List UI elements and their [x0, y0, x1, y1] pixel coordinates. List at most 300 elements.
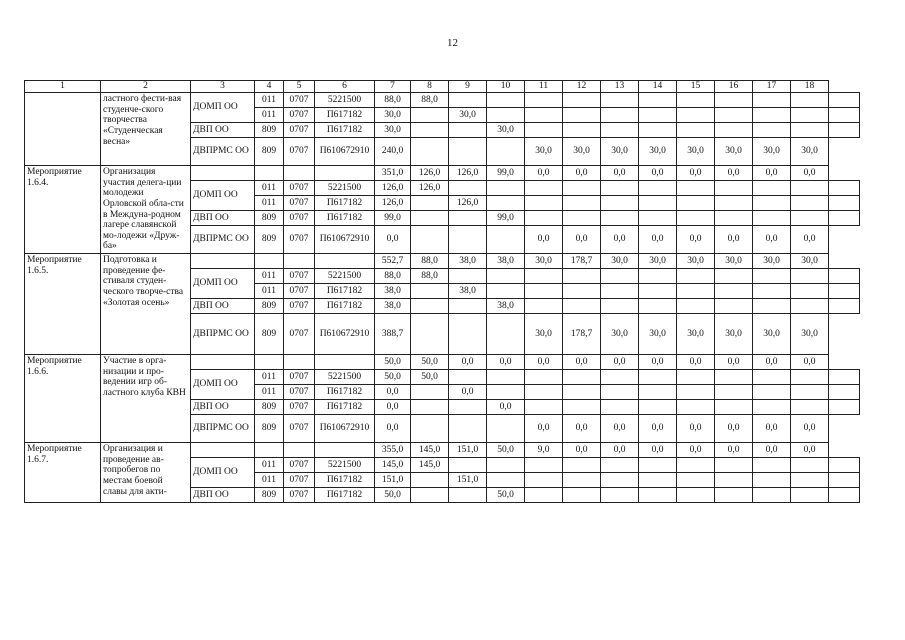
value-cell	[791, 473, 829, 488]
value-cell	[639, 473, 677, 488]
header-cell: 6	[315, 81, 375, 93]
value-cell: 50,0	[411, 370, 449, 385]
agency-cell: ДВП ОО	[191, 211, 255, 226]
value-cell: 0,0	[563, 166, 601, 181]
value-cell	[601, 269, 639, 284]
value-cell: 151,0	[449, 443, 487, 458]
value-cell: 99,0	[375, 211, 411, 226]
value-cell: 30,0	[449, 108, 487, 123]
value-cell: 0707	[284, 314, 315, 355]
value-cell	[449, 269, 487, 284]
value-cell: 30,0	[601, 254, 639, 269]
page-number: 12	[447, 37, 458, 49]
value-cell	[639, 211, 677, 226]
value-cell	[449, 370, 487, 385]
value-cell	[829, 108, 860, 123]
value-cell	[753, 299, 791, 314]
value-cell: 0,0	[677, 355, 715, 370]
value-cell: 178,7	[563, 254, 601, 269]
agency-cell: ДОМП ОО	[191, 370, 255, 400]
value-cell	[677, 108, 715, 123]
header-cell: 1	[25, 81, 101, 93]
activity-id: Мероприятие 1.6.7.	[25, 443, 101, 503]
value-cell	[639, 108, 677, 123]
value-cell: П617182	[315, 385, 375, 400]
value-cell	[411, 196, 449, 211]
value-cell	[715, 93, 753, 108]
value-cell	[601, 211, 639, 226]
value-cell	[791, 284, 829, 299]
value-cell	[601, 93, 639, 108]
value-cell: 809	[255, 299, 284, 314]
value-cell: 126,0	[375, 196, 411, 211]
value-cell: 809	[255, 400, 284, 415]
value-cell: 88,0	[411, 93, 449, 108]
value-cell	[829, 370, 860, 385]
value-cell: 30,0	[563, 138, 601, 166]
value-cell	[829, 458, 860, 473]
value-cell	[487, 284, 525, 299]
value-cell: 0707	[284, 385, 315, 400]
value-cell	[753, 123, 791, 138]
value-cell: П617182	[315, 473, 375, 488]
value-cell	[411, 284, 449, 299]
value-cell	[449, 415, 487, 443]
value-cell	[525, 458, 563, 473]
value-cell	[791, 370, 829, 385]
value-cell: 5221500	[315, 181, 375, 196]
value-cell: 0,0	[753, 355, 791, 370]
value-cell: 30,0	[791, 314, 829, 355]
value-cell	[753, 458, 791, 473]
value-cell	[449, 400, 487, 415]
value-cell: 126,0	[375, 181, 411, 196]
value-cell	[601, 473, 639, 488]
value-cell: 351,0	[375, 166, 411, 181]
value-cell: 0,0	[753, 226, 791, 254]
value-cell	[677, 473, 715, 488]
value-cell	[639, 370, 677, 385]
value-cell	[715, 196, 753, 211]
value-cell: 145,0	[375, 458, 411, 473]
value-cell	[487, 473, 525, 488]
value-cell: 0,0	[753, 166, 791, 181]
value-cell	[791, 458, 829, 473]
value-cell	[563, 269, 601, 284]
value-cell: 145,0	[411, 443, 449, 458]
value-cell	[829, 181, 860, 196]
value-cell	[563, 400, 601, 415]
value-cell: 0,0	[715, 166, 753, 181]
value-cell: 0707	[284, 181, 315, 196]
value-cell	[677, 269, 715, 284]
value-cell: 5221500	[315, 370, 375, 385]
value-cell: 38,0	[487, 254, 525, 269]
value-cell: 011	[255, 196, 284, 211]
value-cell	[315, 254, 375, 269]
agency-cell: ДВП ОО	[191, 400, 255, 415]
value-cell: 0,0	[525, 226, 563, 254]
value-cell: 0,0	[487, 400, 525, 415]
value-cell	[563, 370, 601, 385]
activity-name: Организация и проведение ав-топробегов по местам боевой славы для акти-	[101, 443, 191, 503]
value-cell	[601, 458, 639, 473]
value-cell: 552,7	[375, 254, 411, 269]
value-cell: П617182	[315, 123, 375, 138]
agency-cell: ДВПРМС ОО	[191, 138, 255, 166]
value-cell	[487, 226, 525, 254]
value-cell	[677, 123, 715, 138]
value-cell	[639, 269, 677, 284]
value-cell	[601, 284, 639, 299]
value-cell: 0,0	[487, 355, 525, 370]
agency-cell: ДВП ОО	[191, 123, 255, 138]
value-cell	[315, 443, 375, 458]
value-cell: 5221500	[315, 458, 375, 473]
agency-cell	[191, 355, 255, 370]
value-cell: 0,0	[791, 226, 829, 254]
value-cell	[601, 299, 639, 314]
value-cell: 0707	[284, 123, 315, 138]
value-cell	[753, 196, 791, 211]
value-cell	[563, 385, 601, 400]
value-cell	[829, 473, 860, 488]
value-cell: 0,0	[563, 443, 601, 458]
value-cell: 9,0	[525, 443, 563, 458]
value-cell	[449, 181, 487, 196]
value-cell	[639, 488, 677, 503]
value-cell	[829, 284, 860, 299]
value-cell	[525, 370, 563, 385]
header-cell: 7	[375, 81, 411, 93]
value-cell: 011	[255, 269, 284, 284]
value-cell	[525, 473, 563, 488]
value-cell: 0,0	[601, 415, 639, 443]
value-cell: 126,0	[411, 181, 449, 196]
agency-cell: ДОМП ОО	[191, 269, 255, 299]
value-cell	[715, 108, 753, 123]
value-cell	[753, 473, 791, 488]
header-cell: 8	[411, 81, 449, 93]
value-cell	[791, 108, 829, 123]
value-cell: 30,0	[753, 254, 791, 269]
value-cell	[525, 299, 563, 314]
value-cell	[829, 400, 860, 415]
value-cell: 0707	[284, 299, 315, 314]
value-cell	[525, 196, 563, 211]
value-cell: П617182	[315, 299, 375, 314]
value-cell: 809	[255, 226, 284, 254]
value-cell	[563, 211, 601, 226]
header-cell: 18	[791, 81, 829, 93]
activity-id: Мероприятие 1.6.6.	[25, 355, 101, 443]
value-cell	[791, 488, 829, 503]
activity-id	[25, 93, 101, 166]
value-cell: 0,0	[601, 226, 639, 254]
value-cell: 809	[255, 211, 284, 226]
value-cell	[791, 385, 829, 400]
value-cell	[525, 400, 563, 415]
header-cell: 17	[753, 81, 791, 93]
value-cell: 145,0	[411, 458, 449, 473]
activity-name: Организация участия делега-ции молодежи Орловской обла-сти в Междуна-родном лагере славянской мо-лодежи «Друж-ба»	[101, 166, 191, 254]
value-cell	[411, 415, 449, 443]
value-cell: 355,0	[375, 443, 411, 458]
value-cell	[525, 93, 563, 108]
value-cell: 126,0	[411, 166, 449, 181]
value-cell	[525, 211, 563, 226]
value-cell: 0,0	[375, 226, 411, 254]
value-cell: 011	[255, 458, 284, 473]
value-cell	[639, 196, 677, 211]
value-cell: П610672910	[315, 226, 375, 254]
header-cell: 4	[255, 81, 284, 93]
value-cell: 30,0	[715, 254, 753, 269]
value-cell: 0,0	[677, 415, 715, 443]
value-cell	[563, 93, 601, 108]
value-cell: П617182	[315, 211, 375, 226]
agency-cell: ДОМП ОО	[191, 93, 255, 123]
value-cell	[639, 400, 677, 415]
value-cell	[487, 415, 525, 443]
value-cell	[715, 284, 753, 299]
value-cell	[411, 138, 449, 166]
value-cell: П610672910	[315, 415, 375, 443]
value-cell	[677, 458, 715, 473]
value-cell: 0,0	[601, 166, 639, 181]
value-cell: 0,0	[449, 355, 487, 370]
value-cell: 0,0	[601, 443, 639, 458]
value-cell	[601, 108, 639, 123]
value-cell	[639, 181, 677, 196]
value-cell	[525, 284, 563, 299]
value-cell: 0,0	[563, 355, 601, 370]
value-cell: 30,0	[525, 254, 563, 269]
header-cell: 11	[525, 81, 563, 93]
value-cell: П617182	[315, 284, 375, 299]
value-cell	[487, 385, 525, 400]
header-cell: 9	[449, 81, 487, 93]
value-cell: 50,0	[487, 443, 525, 458]
value-cell: 0,0	[715, 415, 753, 443]
value-cell: 126,0	[449, 196, 487, 211]
value-cell: 0707	[284, 196, 315, 211]
value-cell	[791, 400, 829, 415]
value-cell	[753, 370, 791, 385]
value-cell: 0,0	[639, 355, 677, 370]
value-cell	[284, 166, 315, 181]
value-cell	[284, 254, 315, 269]
value-cell: 0707	[284, 108, 315, 123]
value-cell	[677, 370, 715, 385]
value-cell: 30,0	[715, 138, 753, 166]
value-cell: 30,0	[487, 123, 525, 138]
value-cell	[753, 488, 791, 503]
value-cell	[449, 488, 487, 503]
value-cell: 30,0	[753, 314, 791, 355]
value-cell: 0,0	[791, 415, 829, 443]
value-cell	[411, 400, 449, 415]
value-cell: 50,0	[375, 370, 411, 385]
value-cell	[715, 488, 753, 503]
header-cell: 14	[639, 81, 677, 93]
activity-id: Мероприятие 1.6.5.	[25, 254, 101, 355]
value-cell: П610672910	[315, 314, 375, 355]
activity-total-row	[25, 355, 860, 370]
value-cell: 0,0	[791, 443, 829, 458]
value-cell: 88,0	[375, 269, 411, 284]
value-cell	[639, 123, 677, 138]
agency-cell: ДОМП ОО	[191, 458, 255, 488]
value-cell: 30,0	[601, 314, 639, 355]
value-cell	[601, 196, 639, 211]
value-cell: 30,0	[525, 314, 563, 355]
value-cell	[487, 196, 525, 211]
value-cell: 0,0	[715, 355, 753, 370]
value-cell: 0,0	[677, 166, 715, 181]
value-cell: 88,0	[411, 269, 449, 284]
value-cell	[677, 284, 715, 299]
value-cell	[449, 458, 487, 473]
value-cell	[829, 299, 860, 314]
value-cell	[525, 123, 563, 138]
value-cell	[411, 299, 449, 314]
value-cell: 30,0	[677, 314, 715, 355]
header-cell: 5	[284, 81, 315, 93]
value-cell	[563, 196, 601, 211]
value-cell: 0707	[284, 93, 315, 108]
value-cell: 0707	[284, 269, 315, 284]
value-cell	[411, 488, 449, 503]
value-cell: 0,0	[753, 415, 791, 443]
value-cell	[639, 93, 677, 108]
value-cell: 0,0	[525, 415, 563, 443]
value-cell: 151,0	[449, 473, 487, 488]
value-cell	[791, 123, 829, 138]
value-cell: 809	[255, 415, 284, 443]
agency-cell	[191, 443, 255, 458]
value-cell: 30,0	[791, 138, 829, 166]
value-cell: 0,0	[677, 226, 715, 254]
value-cell	[639, 385, 677, 400]
value-cell: 0707	[284, 458, 315, 473]
value-cell: 88,0	[411, 254, 449, 269]
value-cell	[753, 284, 791, 299]
value-cell: 50,0	[411, 355, 449, 370]
value-cell: 5221500	[315, 93, 375, 108]
value-cell	[715, 123, 753, 138]
value-cell	[411, 123, 449, 138]
value-cell	[791, 299, 829, 314]
activity-total-row	[25, 443, 860, 458]
activity-name: ластного фести-вая студенче-ского творчества «Студенческая весна»	[101, 93, 191, 166]
value-cell: 30,0	[677, 138, 715, 166]
value-cell	[715, 269, 753, 284]
value-cell: 0,0	[639, 443, 677, 458]
value-cell	[715, 458, 753, 473]
value-cell	[753, 181, 791, 196]
value-cell	[829, 488, 860, 503]
value-cell: 50,0	[487, 488, 525, 503]
value-cell: 0,0	[753, 443, 791, 458]
value-cell: 0707	[284, 400, 315, 415]
value-cell: 5221500	[315, 269, 375, 284]
value-cell: 0,0	[375, 415, 411, 443]
value-cell	[715, 473, 753, 488]
value-cell: 809	[255, 488, 284, 503]
value-cell: 0707	[284, 138, 315, 166]
activity-total-row	[25, 166, 860, 181]
value-cell: 30,0	[677, 254, 715, 269]
value-cell	[639, 299, 677, 314]
value-cell	[487, 138, 525, 166]
header-cell: 15	[677, 81, 715, 93]
value-cell: 011	[255, 93, 284, 108]
value-cell	[449, 211, 487, 226]
value-cell: 50,0	[375, 488, 411, 503]
value-cell: 30,0	[375, 123, 411, 138]
value-cell: 30,0	[639, 138, 677, 166]
value-cell	[525, 488, 563, 503]
value-cell	[255, 443, 284, 458]
value-cell: 99,0	[487, 166, 525, 181]
value-cell	[753, 211, 791, 226]
value-cell: 0,0	[639, 226, 677, 254]
value-cell	[449, 93, 487, 108]
value-cell	[829, 93, 860, 108]
value-cell	[601, 370, 639, 385]
value-cell: 240,0	[375, 138, 411, 166]
value-cell	[601, 181, 639, 196]
value-cell: П617182	[315, 108, 375, 123]
value-cell: 30,0	[715, 314, 753, 355]
value-cell: 30,0	[791, 254, 829, 269]
value-cell: 0,0	[791, 166, 829, 181]
value-cell	[449, 226, 487, 254]
value-cell: 0,0	[601, 355, 639, 370]
value-cell: 0,0	[375, 400, 411, 415]
agency-cell: ДОМП ОО	[191, 181, 255, 211]
value-cell	[525, 181, 563, 196]
value-cell	[284, 355, 315, 370]
value-cell	[525, 269, 563, 284]
value-cell	[677, 385, 715, 400]
value-cell	[601, 385, 639, 400]
value-cell	[639, 284, 677, 299]
value-cell	[829, 123, 860, 138]
value-cell: 388,7	[375, 314, 411, 355]
value-cell: П610672910	[315, 138, 375, 166]
value-cell: 0707	[284, 473, 315, 488]
value-cell: 38,0	[487, 299, 525, 314]
value-cell	[411, 314, 449, 355]
value-cell	[791, 196, 829, 211]
agency-cell	[191, 166, 255, 181]
value-cell	[449, 314, 487, 355]
value-cell: 809	[255, 123, 284, 138]
value-cell: 011	[255, 385, 284, 400]
value-cell: 0,0	[639, 415, 677, 443]
value-cell	[563, 284, 601, 299]
value-cell: 88,0	[375, 93, 411, 108]
value-cell	[487, 458, 525, 473]
value-cell	[677, 400, 715, 415]
value-cell: 0,0	[525, 166, 563, 181]
value-cell	[753, 385, 791, 400]
value-cell: 38,0	[375, 299, 411, 314]
value-cell: 30,0	[639, 254, 677, 269]
funding-row	[25, 93, 860, 108]
